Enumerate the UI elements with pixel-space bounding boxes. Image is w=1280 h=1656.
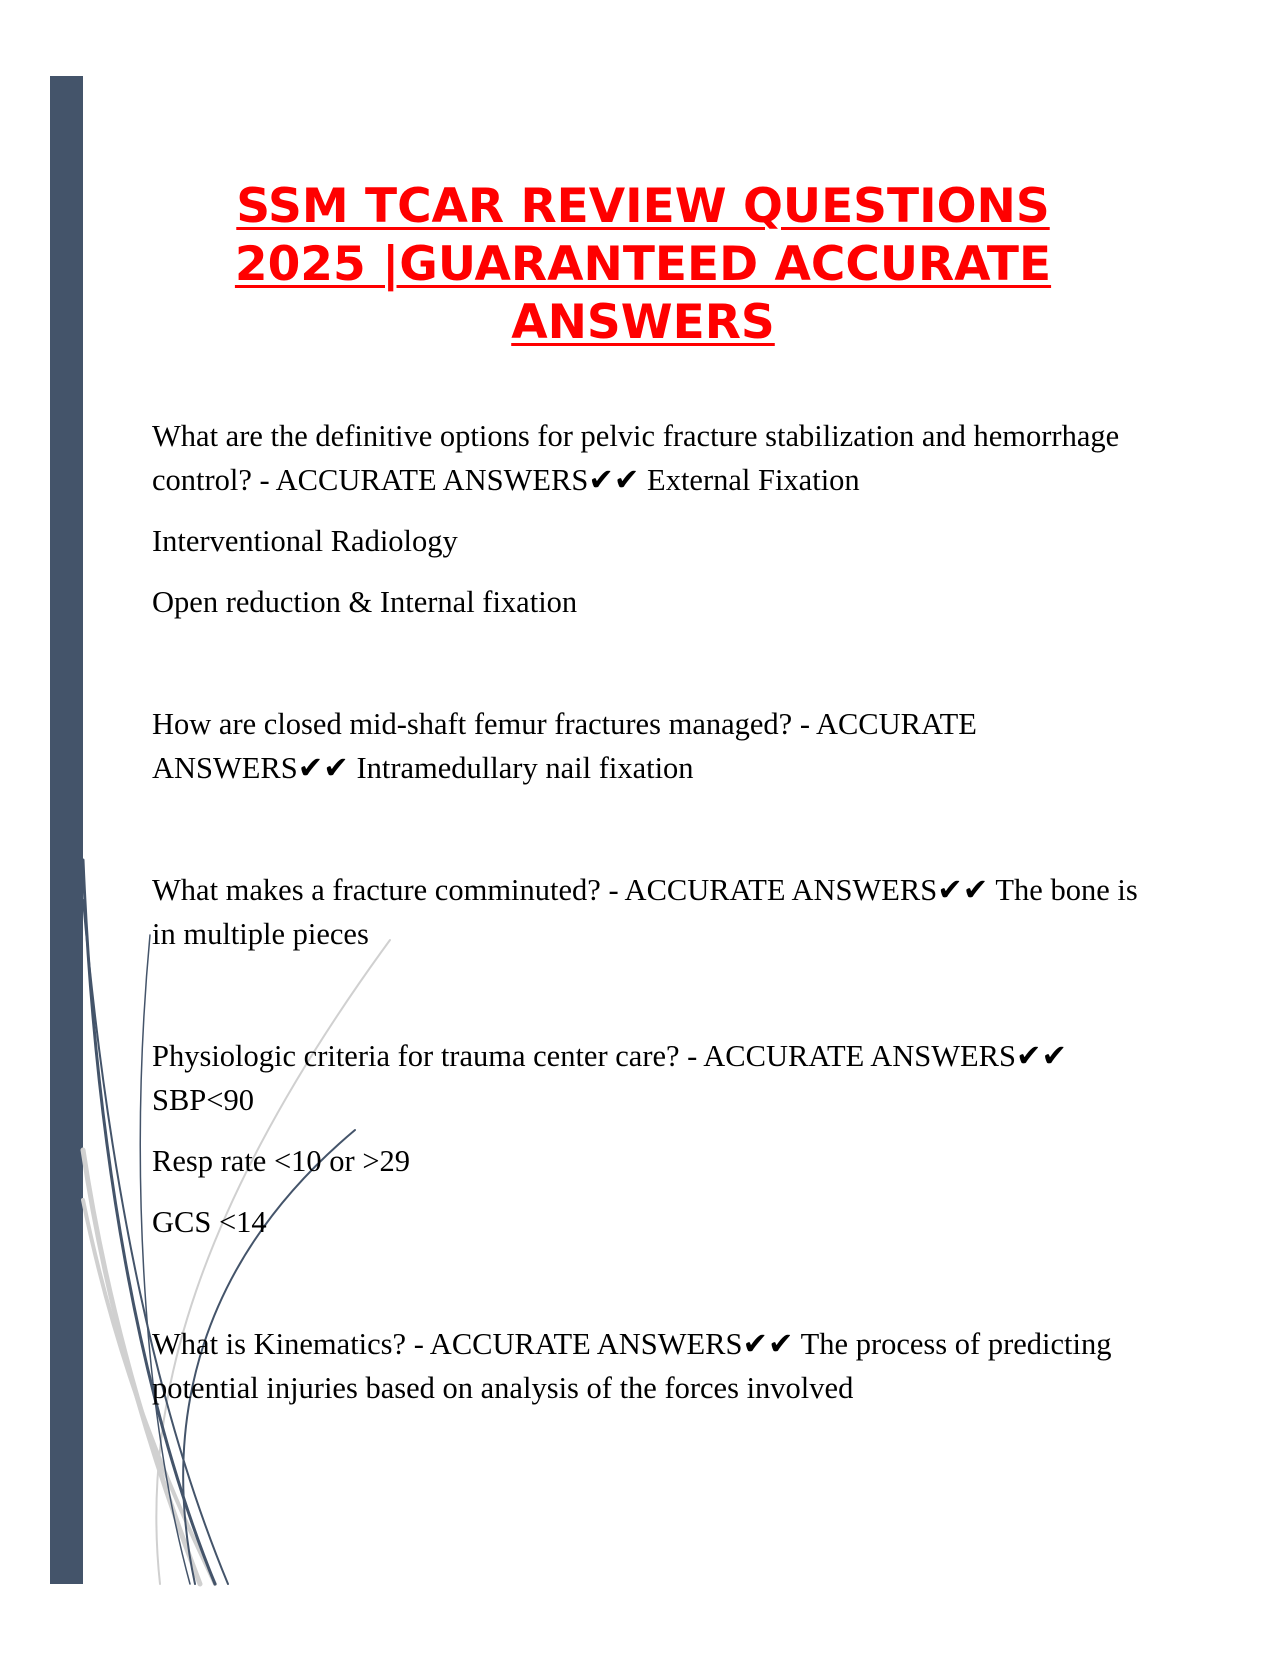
question-2: How are closed mid-shaft femur fractures managed? - ACCURATE ANSWERS✔✔ Intramedullary nail fixation — [152, 707, 977, 785]
question-1: What are the definitive options for pelvic fracture stabilization and hemorrhage control? - ACCURATE ANSWERS✔✔ External Fixation — [152, 419, 1120, 497]
question-4-answer-line-3: GCS <14 — [152, 1205, 267, 1239]
document-title — [150, 178, 1136, 352]
document-body — [152, 414, 1152, 1410]
title-line-2: 2025 |GUARANTEED ACCURATE — [234, 237, 1052, 292]
question-5: What is Kinematics? - ACCURATE ANSWERS✔✔ The process of predicting potential injuries based on analysis of the forces involved — [152, 1327, 1112, 1405]
title-line-1: SSM TCAR REVIEW QUESTIONS — [236, 179, 1050, 234]
question-4-answer-line-2: Resp rate <10 or >29 — [152, 1144, 411, 1178]
question-4: Physiologic criteria for trauma center care? - ACCURATE ANSWERS✔✔ SBP<90 — [152, 1039, 1068, 1117]
title-line-3: ANSWERS — [511, 295, 775, 350]
decorative-sidebar — [50, 76, 83, 1584]
question-1-answer-line-3: Open reduction & Internal fixation — [152, 585, 578, 619]
question-1-answer-line-2: Interventional Radiology — [152, 524, 458, 558]
question-3: What makes a fracture comminuted? - ACCURATE ANSWERS✔✔ The bone is in multiple pieces — [152, 873, 1138, 951]
